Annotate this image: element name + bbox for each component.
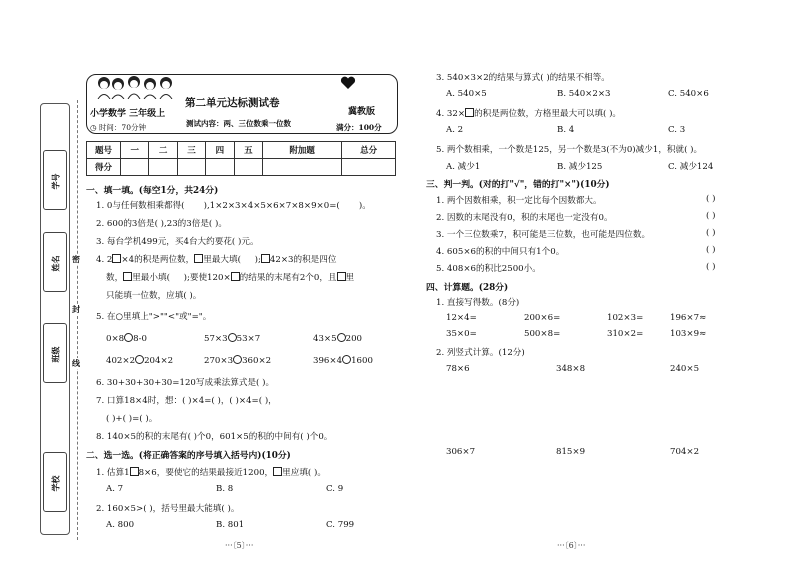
vertical-calc[interactable]: 348×8 [556, 364, 586, 374]
option[interactable]: A. 800 [106, 520, 135, 530]
page-number: ···〔6〕··· [557, 541, 586, 550]
edition-label: 冀教版 [348, 107, 376, 117]
choice-3: 3. 540×3×2的结果与算式( )的结果不相等。 [436, 73, 610, 83]
answer-box[interactable] [465, 108, 474, 117]
section-2-title: 二、选一选。(将正确答案的序号填入括号内)(10分) [86, 451, 291, 461]
question-1-5: 5. 在○里填上">""<"或"="。 [96, 312, 212, 322]
compare-circle[interactable] [342, 355, 351, 364]
question-1-8: 8. 140×5的积的末尾有( )个0，601×5的积的中间有( )个0。 [96, 432, 333, 442]
compare-circle[interactable] [337, 333, 346, 342]
clock-icon: ◷ [90, 123, 97, 132]
vertical-calc[interactable]: 815×9 [556, 447, 586, 457]
option[interactable]: A. 2 [446, 125, 464, 135]
score-cell[interactable] [206, 159, 234, 176]
compare-item: 43×5 200 [313, 334, 363, 344]
option[interactable]: B. 4 [557, 125, 575, 135]
cut-line [77, 100, 78, 540]
score-header-cell: 总分 [342, 142, 396, 159]
seal-char: 封 [72, 304, 80, 314]
section-4-title: 四、计算题。(28分) [426, 283, 509, 293]
compare-circle[interactable] [233, 355, 242, 364]
score-cell[interactable] [177, 159, 205, 176]
vertical-calc[interactable]: 306×7 [446, 447, 476, 457]
score-header-cell: 四 [206, 142, 234, 159]
seal-char: 线 [72, 358, 80, 368]
class-box[interactable] [43, 323, 67, 383]
question-1-7: 7. 口算18×4时，想：( )×4=( )，( )×4=( )， [96, 396, 277, 406]
score-header-cell: 三 [177, 142, 205, 159]
score-header-cell: 一 [121, 142, 149, 159]
score-header-cell: 题号 [87, 142, 121, 159]
oral-item[interactable]: 196×7≈ [670, 313, 707, 323]
judge-answer[interactable]: ( ) [706, 262, 716, 272]
oral-item[interactable]: 500×8= [524, 329, 561, 339]
children-illustration [96, 75, 186, 99]
calc-subtitle-1: 1. 直接写得数。(8分) [436, 298, 520, 308]
name-label: 姓名 [50, 255, 61, 272]
judge-item: 1. 两个因数相乘，积一定比每个因数都大。 [436, 196, 602, 206]
answer-box[interactable] [123, 272, 132, 281]
question-1-3: 3. 每台学机499元，买4台大约要花( )元。 [96, 237, 259, 247]
exam-title: 第二单元达标测试卷 [185, 97, 280, 109]
question-1-6: 6. 30+30+30+30=120写成乘法算式是( )。 [96, 378, 275, 388]
vertical-calc[interactable]: 78×6 [446, 364, 470, 374]
full-score: 满分：100分 [336, 123, 382, 132]
choice-5: 5. 两个数相乘，一个数是125，另一个数是3(不为0)减少1，积就( )。 [436, 145, 703, 155]
question-1-1: 1. 0与任何数相乘都得( ),1×2×3×4×5×6×7×8×9×0=( )。 [96, 201, 371, 211]
oral-item[interactable]: 12×4= [446, 313, 477, 323]
judge-item: 4. 605×6的积的中间只有1个0。 [436, 247, 565, 257]
subject-label: 小学数学 三年级上 [90, 109, 166, 119]
score-cell[interactable] [263, 159, 342, 176]
calc-subtitle-2: 2. 列竖式计算。(12分) [436, 348, 525, 358]
name-box[interactable] [43, 232, 67, 292]
answer-box[interactable] [231, 272, 240, 281]
oral-item[interactable]: 35×0= [446, 329, 477, 339]
option[interactable]: A. 减少1 [446, 162, 481, 172]
judge-item: 5. 408×6的积比2500小。 [436, 264, 541, 274]
class-label: 班级 [50, 346, 61, 363]
oral-item[interactable]: 102×3= [607, 313, 644, 323]
time-label: ◷ 时间：70分钟 [90, 123, 146, 132]
score-header-cell: 附加题 [263, 142, 342, 159]
judge-answer[interactable]: ( ) [706, 194, 716, 204]
option[interactable]: A. 7 [106, 484, 124, 494]
judge-answer[interactable]: ( ) [706, 228, 716, 238]
question-1-4-end: 只能填一位数，应填( )。 [106, 291, 202, 301]
score-header-cell: 五 [234, 142, 262, 159]
answer-box[interactable] [194, 254, 203, 263]
question-1-7-cont: ( )+( )=( )。 [106, 414, 158, 424]
oral-item[interactable]: 310×2= [607, 329, 644, 339]
option[interactable]: C. 减少124 [668, 162, 714, 172]
score-cell[interactable] [234, 159, 262, 176]
option[interactable]: C. 9 [326, 484, 344, 494]
judge-item: 2. 因数的末尾没有0，积的末尾也一定没有0。 [436, 213, 613, 223]
option[interactable]: C. 3 [668, 125, 686, 135]
compare-item: 57×3 53×7 [204, 334, 261, 344]
school-label: 学校 [50, 475, 61, 492]
option[interactable]: A. 540×5 [446, 89, 487, 99]
score-table [86, 141, 396, 176]
answer-box[interactable] [130, 467, 139, 476]
option[interactable]: C. 799 [326, 520, 355, 530]
section-3-title: 三、判一判。(对的打"√"，错的打"×")(10分) [426, 180, 610, 190]
score-cell[interactable] [149, 159, 177, 176]
oral-item[interactable]: 103×9≈ [670, 329, 707, 339]
compare-item: 396×4 1600 [313, 356, 373, 366]
compare-circle[interactable] [124, 333, 133, 342]
test-content: 测试内容：两、三位数乘一位数 [186, 119, 291, 128]
oral-item[interactable]: 200×6= [524, 313, 561, 323]
option[interactable]: B. 减少125 [557, 162, 603, 172]
seal-char: 密 [72, 254, 80, 264]
page-number: ···〔5〕··· [225, 541, 254, 550]
option[interactable]: C. 540×6 [668, 89, 709, 99]
choice-1: 1. 估算1 8×6，要使它的结果最接近1200， 里应填( )。 [96, 468, 326, 478]
question-1-4: 4. 2 ×4的积是两位数， 里最大填( ); 42×3的积是四位 [96, 255, 337, 265]
heart-icon [340, 76, 356, 90]
judge-item: 3. 一个三位数乘7，积可能是三位数，也可能是四位数。 [436, 230, 651, 240]
score-cell[interactable] [121, 159, 149, 176]
vertical-calc[interactable]: 240×5 [670, 364, 700, 374]
answer-box[interactable] [273, 467, 282, 476]
score-cell[interactable] [342, 159, 396, 176]
option[interactable]: B. 540×2×3 [557, 89, 611, 99]
vertical-calc[interactable]: 704×2 [670, 447, 700, 457]
choice-2: 2. 160×5>( )，括号里最大能填( )。 [96, 504, 240, 514]
compare-item: 270×3 360×2 [204, 356, 272, 366]
score-header-cell: 二 [149, 142, 177, 159]
answer-box[interactable] [337, 272, 346, 281]
compare-item: 0×8 8-0 [106, 334, 147, 344]
compare-circle[interactable] [228, 333, 237, 342]
judge-answer[interactable]: ( ) [706, 245, 716, 255]
school-box[interactable] [43, 452, 67, 512]
section-1-title: 一、填一填。(每空1分，共24分) [86, 186, 219, 196]
compare-circle[interactable] [135, 355, 144, 364]
compare-item: 402×2 204×2 [106, 356, 174, 366]
student-id-box[interactable] [43, 150, 67, 210]
option[interactable]: B. 8 [216, 484, 234, 494]
score-row-label: 得分 [87, 159, 121, 176]
question-1-4-cont: 数， 里最小填( );要使120× 的结果的末尾有2个0，且 里 [106, 273, 355, 283]
option[interactable]: B. 801 [216, 520, 245, 530]
choice-4: 4. 32× 的积是两位数，方格里最大可以填( )。 [436, 109, 622, 119]
judge-answer[interactable]: ( ) [706, 211, 716, 221]
answer-box[interactable] [261, 254, 270, 263]
question-1-2: 2. 600的3倍是( ),23的3倍是( )。 [96, 219, 227, 229]
student-id-label: 学号 [50, 173, 61, 190]
